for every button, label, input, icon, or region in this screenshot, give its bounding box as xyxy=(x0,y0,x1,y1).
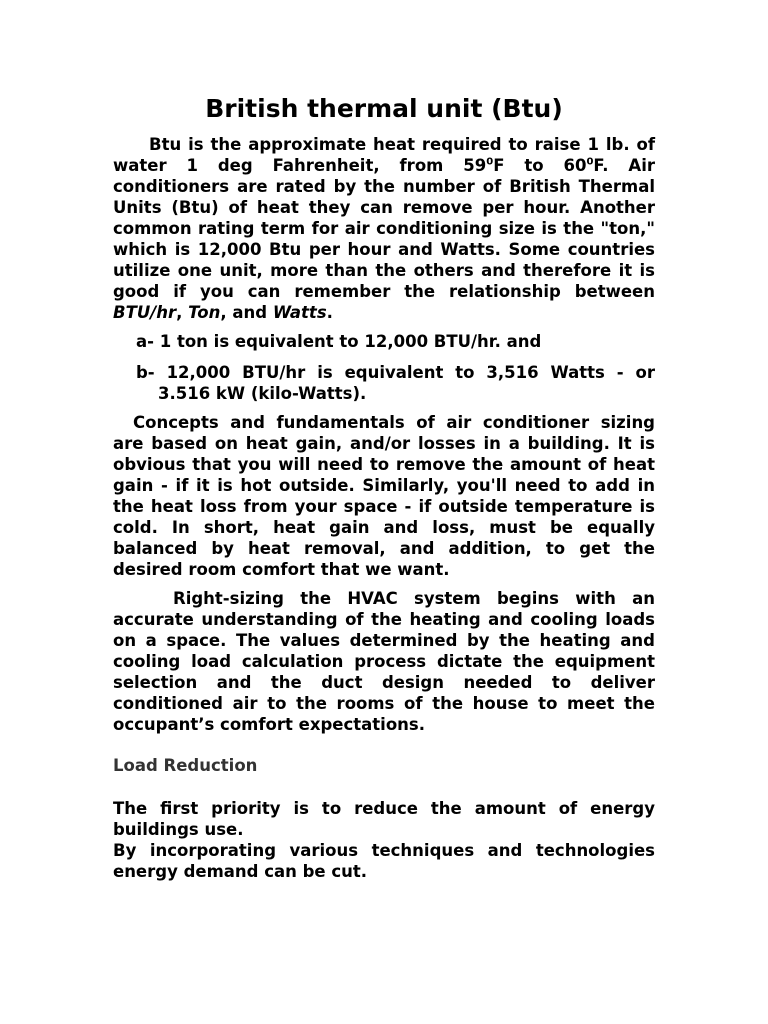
intro-text-3: F. Air conditioners are rated by the number of British Thermal Units (Btu) of heat they can remove per hour. Another common rating term for air conditioning size is the "ton," which is 12,000 Btu per hour and Watts. Some countries utilize one unit, more than the others and therefore it is good if you can remember the relationship between xyxy=(113,156,655,301)
rightsizing-paragraph: Right-sizing the HVAC system begins with an accurate understanding of the heating and cooling loads on a space. The values determined by the heating and cooling load calculation process dictate the equipment selection and the duct design needed to deliver conditioned air to the rooms of the house to meet the occupant’s comfort expectations. xyxy=(113,589,655,734)
unit-ton: Ton xyxy=(188,303,221,322)
unit-btu-hr: BTU/hr xyxy=(113,303,177,322)
priority-paragraph: The first priority is to reduce the amount of energy buildings use. xyxy=(113,799,655,839)
concepts-paragraph: Concepts and fundamentals of air conditioner sizing are based on heat gain, and/or losses in a building. It is obvious that you will need to remove the amount of heat gain - if it is hot outside. Similarly, you'll need to add in the heat loss from your space - if outside temperature is cold. In short, heat gain and loss, must be equally balanced by heat removal, and addition, to get the desired room comfort that we want. xyxy=(113,413,655,579)
degree-superscript: 0 xyxy=(486,156,494,168)
period: . xyxy=(326,303,333,322)
intro-text-2: F to 60 xyxy=(493,156,587,175)
page-title: British thermal unit (Btu) xyxy=(205,94,563,123)
conversion-list xyxy=(113,331,655,404)
unit-watts: Watts xyxy=(272,303,327,322)
separator: , and xyxy=(220,303,273,322)
section-heading: Load Reduction xyxy=(113,756,258,775)
intro-text-1: Btu is the approximate heat required to raise 1 lb. of water 1 deg Fahrenheit, from 59 xyxy=(113,135,655,175)
list-item: a- 1 ton is equivalent to 12,000 BTU/hr. and xyxy=(136,332,542,351)
separator: , xyxy=(176,303,189,322)
intro-paragraph xyxy=(113,134,655,323)
techniques-paragraph: By incorporating various techniques and technologies energy demand can be cut. xyxy=(113,841,655,881)
list-item: b- 12,000 BTU/hr is equivalent to 3,516 Watts - or 3.516 kW (kilo-Watts). xyxy=(136,363,655,403)
degree-superscript: 0 xyxy=(586,156,594,168)
document-page xyxy=(113,92,655,882)
